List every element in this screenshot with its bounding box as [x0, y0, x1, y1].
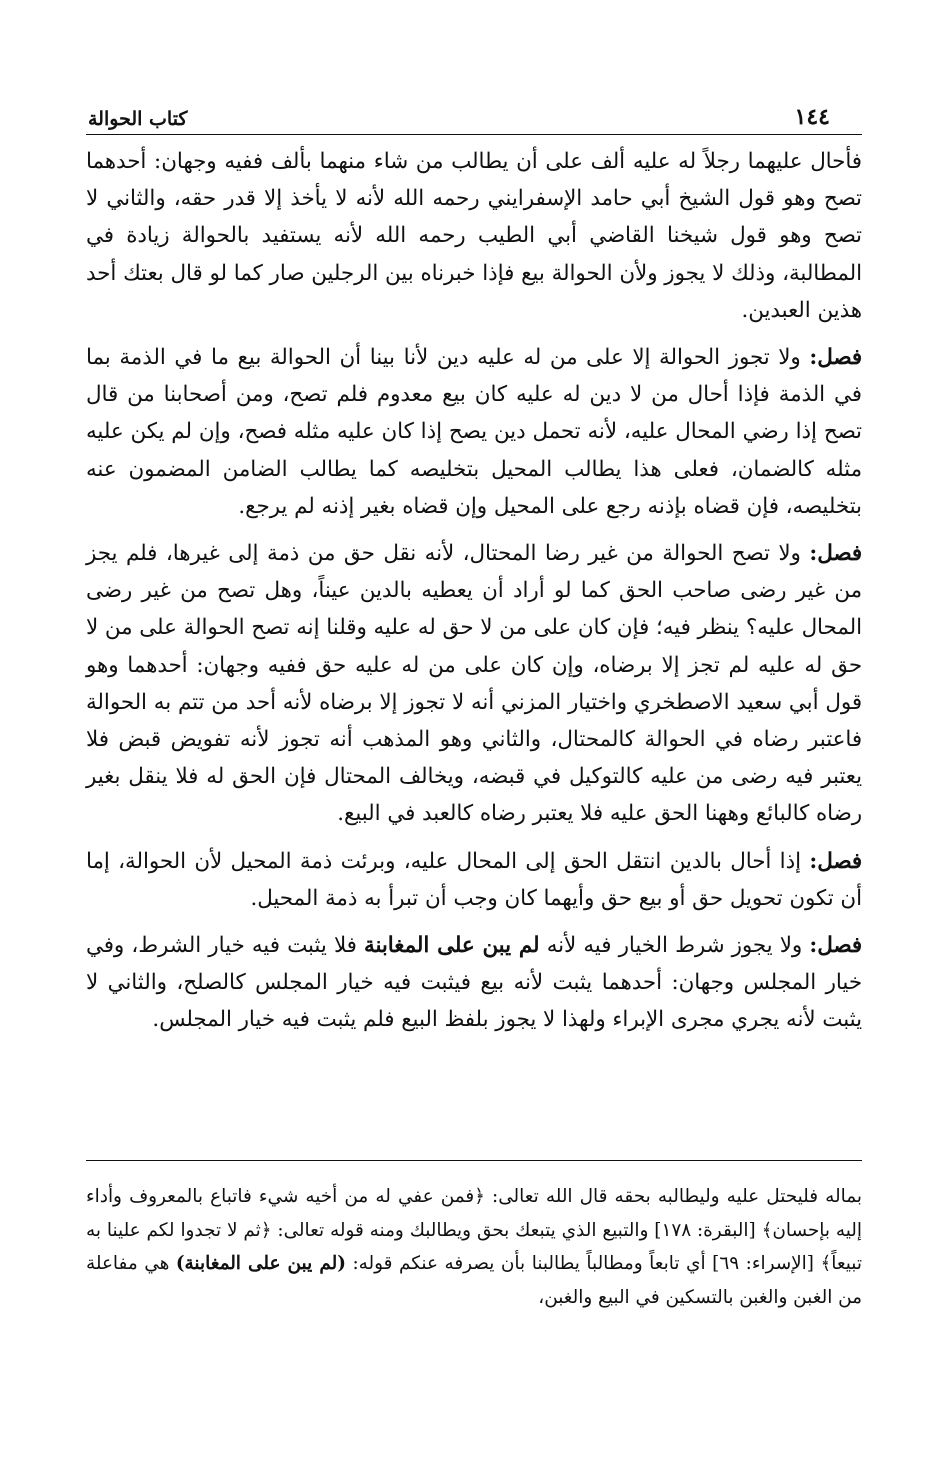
- footnote-paragraph: [86, 1180, 862, 1315]
- footnote-bold-phrase: (لم يبن على المغابنة): [175, 1253, 346, 1275]
- section-marker: فصل:: [809, 345, 862, 371]
- main-text: [86, 143, 862, 1039]
- section-marker: فصل:: [809, 848, 862, 874]
- section-marker: فصل:: [809, 933, 863, 959]
- paragraph-5-text-b: فلا يثبت فيه خيار الشرط، وفي خيار المجلس وجهان: أحدهما يثبت لأنه بيع فيثبت فيه خيار المجلس كالصلح، والثاني لا يثبت لأنه يجري مجرى الإبراء ولهذا لا يجوز بلفظ البيع فلم يثبت فيه خيار المجلس.: [86, 933, 862, 1033]
- paragraph-5-text-a: ولا يجوز شرط الخيار فيه لأنه: [539, 933, 810, 959]
- footnote-divider: [86, 1160, 862, 1161]
- footnote-text-b: هي مفاعلة من الغبن والغبن بالتسكين في البيع والغبن،: [86, 1253, 862, 1309]
- paragraph-2-text: ولا تجوز الحوالة إلا على من له عليه دين لأنا بينا أن الحوالة بيع ما في الذمة بما في الذمة فإذا أحال من لا دين له عليه كان بيع معدوم فلم تصح، ومن أصحابنا من قال تصح إذا رضي المحال عليه، لأنه تحمل دين يصح إذا كان عليه مثله فصح، وإن لم يكن عليه مثله كالضمان، فعلى هذا يطالب المحيل بتخليصه كما يطالب الضامن المضمون عنه بتخليصه، فإن قضاه بإذنه رجع على المحيل وإن قضاه بغير إذنه لم يرجع.: [86, 345, 862, 519]
- page-number: ١٤٤: [794, 104, 830, 130]
- page-header: [88, 96, 830, 130]
- paragraph-2: [86, 339, 862, 525]
- footnotes: [86, 1180, 862, 1315]
- footnote-text-a: بماله فليحتل عليه وليطالبه بحقه قال الله تعالى: ﴿فمن عفي له من أخيه شيء فاتباع بالمعروف وأداء إليه بإحسان﴾ [البقرة: ١٧٨] والتبيع الذي يتبعك بحق ويطالبك ومنه قوله تعالى: ﴿ثم لا تجدوا لكم علينا به تبيعاً﴾ [الإسراء: ٦٩] أي تابعاً ومطالباً يطالبنا بأن يصرفه عنكم قوله:: [86, 1186, 862, 1275]
- paragraph-5-bold-phrase: لم يبن على المغابنة: [364, 933, 540, 959]
- paragraph-4-text: إذا أحال بالدين انتقل الحق إلى المحال عليه، وبرئت ذمة المحيل لأن الحوالة، إما أن تكون تحويل حق أو بيع حق وأيهما كان وجب أن تبرأ به ذمة المحيل.: [86, 848, 862, 911]
- paragraph-1: [86, 143, 862, 329]
- paragraph-3: [86, 535, 862, 833]
- paragraph-3-text: ولا تصح الحوالة من غير رضا المحتال، لأنه نقل حق من ذمة إلى غيرها، فلم يجز من غير رضى صاحب الحق كما لو أراد أن يعطيه بالدين عيناً، وهل تصح من غير رضى المحال عليه؟ ينظر فيه؛ فإن كان على من لا حق له عليه وقلنا إنه تصح الحوالة على من لا حق له عليه لم تجز إلا برضاه، وإن كان على من له عليه حق ففيه وجهان: أحدهما وهو قول أبي سعيد الاصطخري واختيار المزني أنه لا تجوز إلا برضاه لأنه أحد من تتم به الحوالة فاعتبر رضاه في الحوالة كالمحتال، والثاني وهو المذهب أنه تجوز لأنه تفويض قبض فلا يعتبر فيه رضى من عليه كالتوكيل في قبضه، ويخالف المحتال فإن الحق له فلا ينقل بغير رضاه كالبائع وههنا الحق عليه فلا يعتبر رضاه كالعبد في البيع.: [86, 541, 862, 827]
- running-title: كتاب الحوالة: [88, 108, 188, 130]
- paragraph-5: [86, 927, 862, 1039]
- paragraph-4: [86, 843, 862, 917]
- header-divider: [86, 134, 862, 135]
- paragraph-1-text: فأحال عليهما رجلاً له عليه ألف على أن يطالب من شاء منهما بألف ففيه وجهان: أحدهما تصح وهو قول الشيخ أبي حامد الإسفرايني رحمه الله لأنه لا يأخذ إلا قدر حقه، والثاني لا تصح وهو قول شيخنا القاضي أبي الطيب رحمه الله لأنه يستفيد بالحوالة زيادة في المطالبة، وذلك لا يجوز ولأن الحوالة بيع فإذا خبرناه بين الرجلين صار كما لو قال بعتك أحد هذين العبدين.: [86, 149, 862, 323]
- section-marker: فصل:: [809, 541, 862, 567]
